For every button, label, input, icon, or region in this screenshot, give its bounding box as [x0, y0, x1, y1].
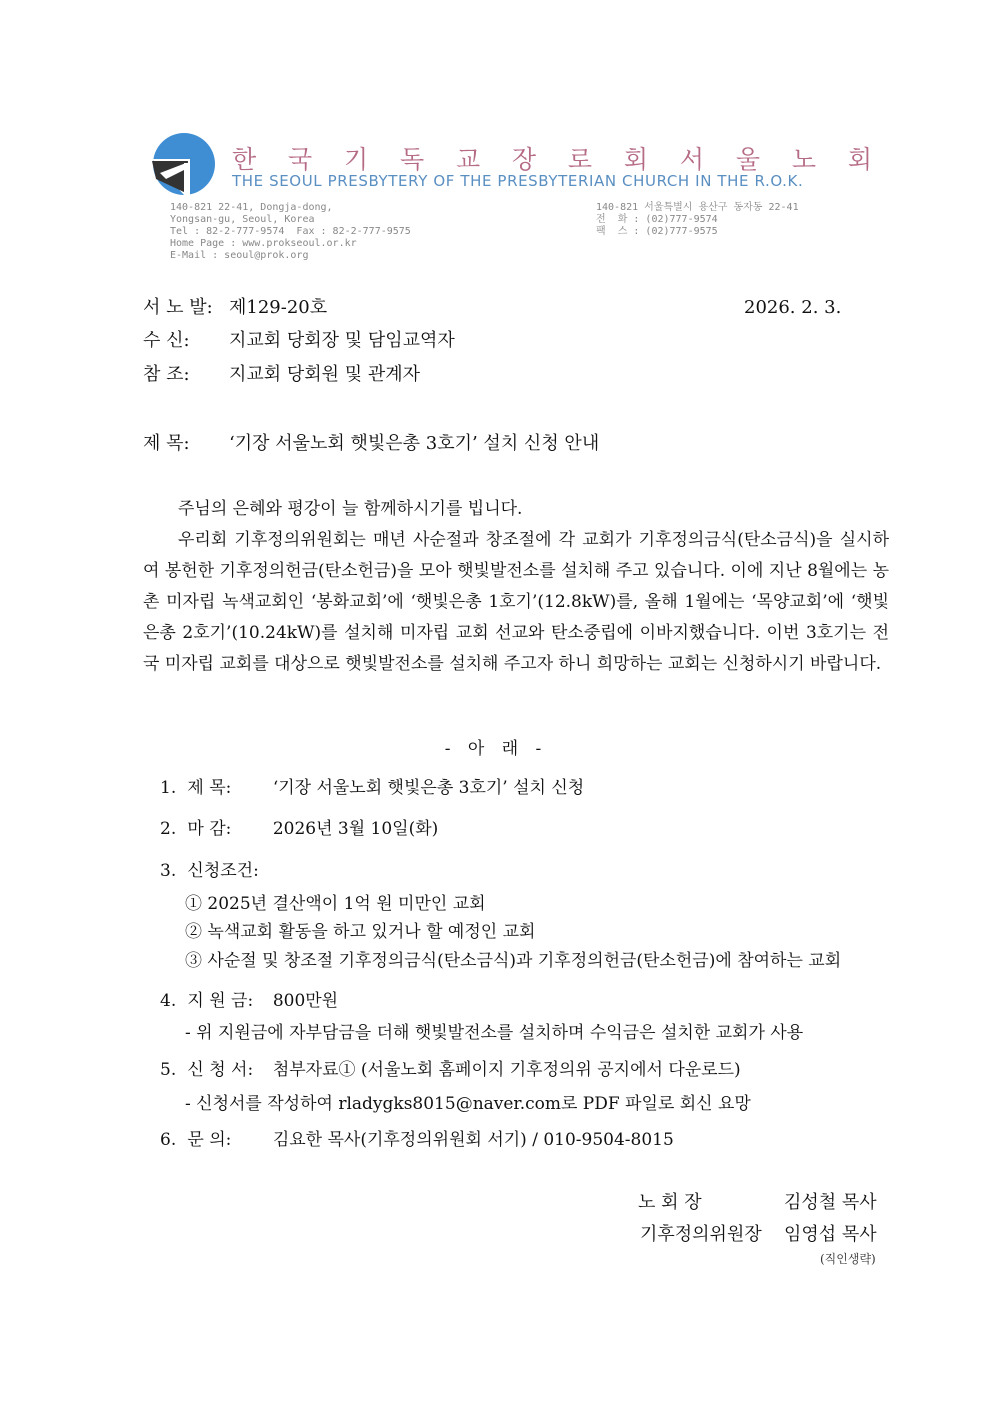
item-label: 마 감:	[187, 819, 232, 839]
item-value: ‘기장 서울노회 햇빛은총 3호기’ 설치 신청	[272, 778, 585, 798]
reference-label: 참 조:	[143, 364, 190, 385]
item-contact	[160, 1128, 674, 1152]
item-conditions	[160, 859, 267, 883]
org-char: 교	[455, 145, 481, 174]
item-value: 첨부자료① (서울노회 홈페이지 기후정의위 공지에서 다운로드)	[272, 1060, 741, 1080]
org-char: 독	[399, 145, 425, 174]
seal-omitted-note: (직인생략)	[820, 1252, 876, 1266]
item-number: 2.	[160, 819, 177, 839]
item-number: 5.	[160, 1060, 177, 1080]
item-label: 제 목:	[187, 778, 232, 798]
org-char: 한	[232, 145, 257, 174]
subject-label: 제 목:	[143, 433, 190, 454]
reference-line	[143, 363, 420, 387]
signature-title: 노 회 장	[638, 1192, 702, 1213]
condition-1: ① 2025년 결산액이 1억 원 미만인 교회	[185, 894, 486, 914]
recipient-label: 수 신:	[143, 330, 190, 351]
body-paragraph: 우리회 기후정의위원회는 매년 사순절과 창조절에 각 교회가 기후정의금식(탄소금식)을 실시하여 봉헌한 기후정의헌금(탄소헌금)을 모아 햇빛발전소를 설치해 주고 있습니다. 이에 지난 8월에는 농촌 미자립 녹색교회인 ‘봉화교회’에 ‘햇빛은총 1호기’(12.8kW)를, 올해 1월에는 ‘목양교회’에 ‘햇빛은총 2호기’(10.24kW)를 설치해 미자립 교회 선교와 탄소중립에 이바지했습니다. 이번 3호기는 전국 미자립 교회를 대상으로 햇빛발전소를 설치해 주고자 하니 희망하는 교회는 신청하시기 바랍니다.	[143, 530, 889, 674]
org-name-english: THE SEOUL PRESBYTERY OF THE PRESBYTERIAN CHURCH IN THE R.O.K.	[232, 172, 804, 190]
application-note: - 신청서를 작성하여 rladygks8015@naver.com로 PDF 파일로 회신 요망	[185, 1094, 751, 1114]
org-char: 회	[847, 145, 872, 174]
reference: 지교회 당회원 및 관계자	[229, 364, 421, 385]
presbytery-logo-icon	[150, 133, 218, 195]
org-char: 장	[511, 145, 537, 174]
item-label: 신 청 서:	[187, 1060, 254, 1080]
item-number: 1.	[160, 778, 177, 798]
address-korean: 140-821 서울특별시 용산구 동자동 22-41 전 화 : (02)777-9574 팩 스 : (02)777-9575	[596, 202, 799, 237]
org-char: 노	[791, 145, 816, 174]
item-value: 2026년 3월 10일(화)	[272, 819, 439, 839]
item-label: 신청조건:	[187, 861, 259, 881]
org-name-korean	[232, 140, 872, 176]
condition-2: ② 녹색교회 활동을 하고 있거나 할 예정인 교회	[185, 922, 536, 942]
letter-body	[143, 494, 889, 680]
signature-presbytery	[638, 1190, 877, 1216]
item-value: 800만원	[272, 991, 339, 1011]
recipient-line	[143, 329, 455, 353]
signature-name: 김성철 목사	[784, 1192, 877, 1213]
org-char: 회	[623, 145, 649, 174]
greeting: 주님의 은혜와 평강이 늘 함께하시기를 빕니다.	[178, 499, 523, 519]
address-english: 140-821 22-41, Dongja-dong, Yongsan-gu, Seoul, Korea Tel : 82-2-777-9574 Fax : 82-2-777-9575 Home Page : www.prokseoul.or.kr E-Mail : seoul@prok.org	[170, 202, 411, 261]
subject-line	[143, 432, 599, 456]
doc-number: 제129-20호	[229, 297, 328, 318]
signature-committee	[640, 1222, 877, 1248]
signature-title: 기후정의위원장	[640, 1224, 762, 1245]
item-label: 지 원 금:	[187, 991, 254, 1011]
doc-number-line	[143, 296, 327, 320]
org-char: 서	[679, 145, 705, 174]
item-number: 3.	[160, 861, 177, 881]
org-char: 국	[287, 145, 313, 174]
item-application	[160, 1058, 741, 1082]
doc-date: 2026. 2. 3.	[744, 297, 842, 318]
condition-3: ③ 사순절 및 창조절 기후정의금식(탄소금식)과 기후정의헌금(탄소헌금)에 참여하는 교회	[185, 951, 842, 971]
org-char: 로	[567, 145, 593, 174]
item-label: 문 의:	[187, 1130, 232, 1150]
support-note: - 위 지원금에 자부담금을 더해 햇빛발전소를 설치하며 수익금은 설치한 교회가 사용	[185, 1023, 804, 1043]
doc-number-label: 서 노 발:	[143, 297, 213, 318]
notice-title: - 아 래 -	[444, 739, 548, 759]
item-support	[160, 989, 338, 1013]
item-subject	[160, 776, 584, 800]
item-number: 6.	[160, 1130, 177, 1150]
item-number: 4.	[160, 991, 177, 1011]
subject: ‘기장 서울노회 햇빛은총 3호기’ 설치 신청 안내	[229, 433, 600, 454]
org-char: 기	[343, 145, 369, 174]
recipient: 지교회 당회장 및 담임교역자	[229, 330, 455, 351]
org-char: 울	[735, 145, 761, 174]
item-deadline	[160, 817, 438, 841]
signature-name: 임영섭 목사	[784, 1224, 877, 1245]
item-value: 김요한 목사(기후정의위원회 서기) / 010-9504-8015	[272, 1130, 674, 1150]
